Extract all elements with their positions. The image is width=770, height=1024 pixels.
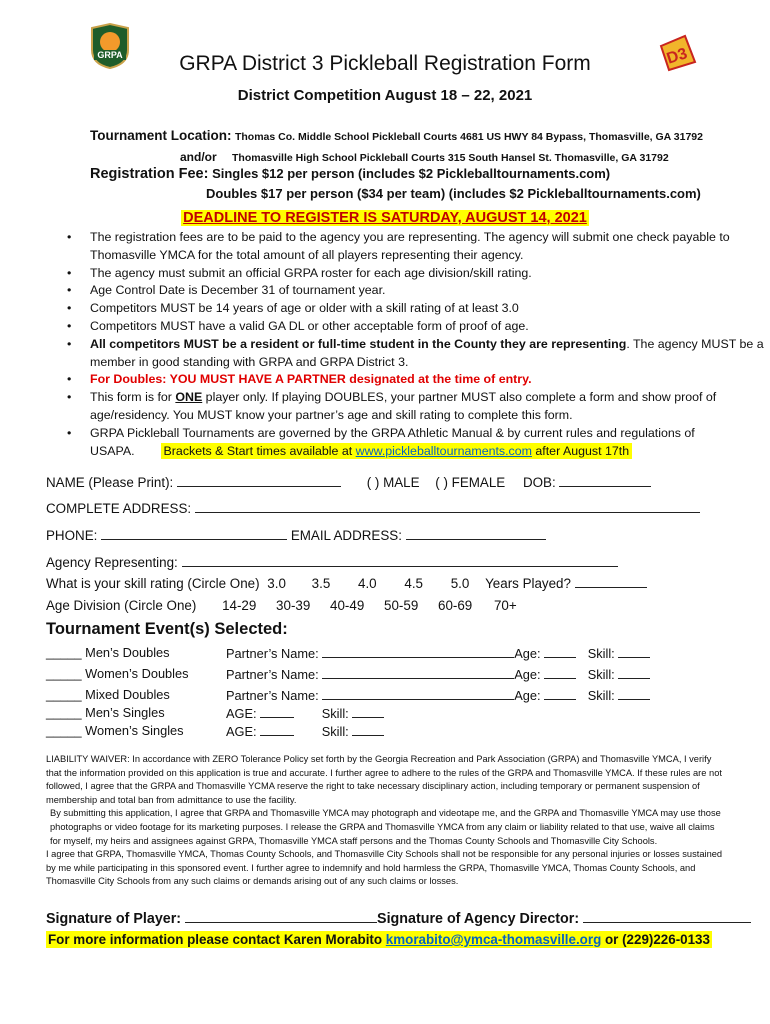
address-field[interactable] <box>195 500 700 513</box>
list-item: • This form is for ONE player only. If playing DOUBLES, your partner MUST also complete a form and show proof of age/residency. You MUST know your partner’s age and skill rating to complete this form. <box>67 390 717 422</box>
liability-waiver <box>46 753 726 889</box>
events-title: Tournament Event(s) Selected: <box>46 620 288 638</box>
list-item: • GRPA Pickleball Tournaments are governed by the GRPA Athletic Manual & by current rules and regulations of USAPA. Brackets & Start times available at www.pickleballtournaments.com after August 17th <box>67 425 695 458</box>
director-signature-field[interactable] <box>583 910 751 923</box>
contact-email-link[interactable]: kmorabito@ymca-thomasville.org <box>385 932 602 947</box>
event-row[interactable]: _____ Men’s Singles <box>46 705 165 720</box>
partner-skill-field[interactable] <box>618 645 650 658</box>
skill-option[interactable]: 5.0 <box>450 576 470 591</box>
female-option[interactable]: ( ) FEMALE <box>435 475 506 490</box>
page-title: GRPA District 3 Pickleball Registration Form <box>179 52 591 75</box>
partner-skill-field[interactable] <box>618 687 650 700</box>
partner-skill-field[interactable] <box>618 666 650 679</box>
email-field[interactable] <box>406 527 546 540</box>
agency-field[interactable] <box>182 554 618 567</box>
skill-option[interactable]: 4.5 <box>404 576 423 591</box>
tournament-location-alt <box>180 150 669 164</box>
name-field[interactable] <box>177 474 341 487</box>
age-option[interactable]: 50-59 <box>384 598 419 613</box>
address-label: COMPLETE ADDRESS: <box>46 501 192 516</box>
location-secondary: Thomasville High School Pickleball Courts 315 South Hansel St. Thomasville, GA 31792 <box>232 152 669 164</box>
partner-age-field[interactable] <box>544 645 576 658</box>
age-option[interactable]: 70+ <box>493 598 517 613</box>
phone-field[interactable] <box>101 527 287 540</box>
agency-label: Agency Representing: <box>46 555 178 570</box>
fee-doubles: Doubles $17 per person ($34 per team) (includes $2 Pickleballtournaments.com) <box>206 186 701 201</box>
list-item: • For Doubles: YOU MUST HAVE A PARTNER designated at the time of entry. <box>67 372 532 387</box>
d3-logo-text: D3 <box>664 45 690 68</box>
contact-info: For more information please contact Karen Morabito kmorabito@ymca-thomasville.org or (229)226-0133 <box>48 932 710 947</box>
rules-list <box>52 229 770 460</box>
skill-label: What is your skill rating (Circle One) <box>46 576 260 591</box>
signature-row <box>46 910 751 927</box>
skill-row <box>46 575 647 591</box>
skill-option[interactable]: 3.0 <box>267 576 286 591</box>
event-row[interactable]: _____ Men’s Doubles <box>46 645 170 660</box>
age-option[interactable]: 40-49 <box>330 598 365 613</box>
location-primary: Thomas Co. Middle School Pickleball Courts 4681 US HWY 84 Bypass, Thomasville, GA 31792 <box>234 131 703 143</box>
list-item: • Competitors MUST have a valid GA DL or other acceptable form of proof of age. <box>67 318 529 333</box>
skill-option[interactable]: 4.0 <box>358 576 377 591</box>
partner-row: Partner’s Name: Age: Skill: <box>226 687 650 703</box>
contact-row <box>46 527 546 543</box>
name-label: NAME (Please Print): <box>46 475 174 490</box>
partner-name-field[interactable] <box>322 687 514 700</box>
age-field[interactable] <box>260 705 294 718</box>
age-division-label: Age Division (Circle One) <box>46 598 197 613</box>
waiver-paragraph: LIABILITY WAIVER: In accordance with ZERO Tolerance Policy set forth by the Georgia Recreation and Park Association (GRPA) and Thomasville YMCA, I verify that the information provided on this application is true and accurate. I further agree to adhere to the rules of the GRPA and Thomasville YMCA. If these rules are not followed, I agree that the GRPA and Thomasville YCMA reserve the right to take necessary disciplinary action, including temporary or permanent suspension of membership and total ban from admittance to use the facility. <box>46 754 722 805</box>
event-row[interactable]: _____ Women’s Doubles <box>46 666 189 681</box>
years-label: Years Played? <box>485 576 571 591</box>
partner-row: Partner’s Name: Age: Skill: <box>226 666 650 682</box>
agency-row <box>46 554 618 570</box>
grpa-logo-text: GRPA <box>97 50 123 60</box>
email-label: EMAIL ADDRESS: <box>290 528 402 543</box>
fee-singles: Singles $12 per person (includes $2 Pickleballtournaments.com) <box>212 166 611 181</box>
brackets-link[interactable]: www.pickleballtournaments.com <box>355 443 532 458</box>
age-field[interactable] <box>260 723 294 736</box>
event-row[interactable]: _____ Women’s Singles <box>46 723 184 738</box>
age-row <box>46 598 517 613</box>
name-row <box>46 474 651 490</box>
address-row <box>46 500 700 516</box>
brackets-notice: Brackets & Start times available at www.pickleballtournaments.com after August 17th <box>161 443 633 459</box>
male-option[interactable]: ( ) MALE <box>366 475 420 490</box>
deadline-notice <box>0 210 770 226</box>
age-option[interactable]: 14-29 <box>222 598 257 613</box>
skill-option[interactable]: 3.5 <box>311 576 331 591</box>
partner-age-field[interactable] <box>544 666 576 679</box>
singles-row: AGE: Skill: <box>226 705 384 721</box>
partner-age-field[interactable] <box>544 687 576 700</box>
player-signature-label: Signature of Player: <box>46 911 182 927</box>
singles-row: AGE: Skill: <box>226 723 384 739</box>
tournament-location <box>90 128 703 143</box>
years-field[interactable] <box>575 575 647 588</box>
registration-fee <box>90 166 610 182</box>
location-and-or: and/or <box>180 150 217 164</box>
fee-label: Registration Fee: <box>90 166 209 182</box>
deadline-text: DEADLINE TO REGISTER IS SATURDAY, AUGUST 14, 2021 <box>183 210 587 226</box>
waiver-paragraph: I agree that GRPA, Thomasville YMCA, Thomas County Schools, and Thomasville City Schools shall not be responsible for any personal injuries or losses sustained by me while participating in this sponsored event. I further agree to indemnify and hold harmless the GRPA, Thomasville YMCA, Thomas County Schools, and Thomasville City Schools from any such claims or demands arising out of any such claims or losses. <box>46 849 723 887</box>
partner-row: Partner’s Name: Age: Skill: <box>226 645 650 661</box>
age-option[interactable]: 60-69 <box>438 598 473 613</box>
page-subtitle: District Competition August 18 – 22, 2021 <box>237 87 533 104</box>
age-option[interactable]: 30-39 <box>276 598 311 613</box>
event-row[interactable]: _____ Mixed Doubles <box>46 687 170 702</box>
list-item: • All competitors MUST be a resident or full-time student in the County they are representing. The agency MUST be a member in good standing with GRPA and GRPA District 3. <box>67 336 764 369</box>
partner-name-field[interactable] <box>322 666 514 679</box>
skill-field[interactable] <box>352 723 384 736</box>
list-item: • Age Control Date is December 31 of tournament year. <box>67 283 386 298</box>
location-label: Tournament Location: <box>90 128 232 143</box>
list-item: • Competitors MUST be 14 years of age or older with a skill rating of at least 3.0 <box>67 301 519 316</box>
skill-field[interactable] <box>352 705 384 718</box>
player-signature-field[interactable] <box>185 910 377 923</box>
director-signature-label: Signature of Agency Director: <box>377 911 580 927</box>
list-item: • The agency must submit an official GRPA roster for each age division/skill rating. <box>67 265 532 280</box>
waiver-paragraph: By submitting this application, I agree that GRPA and Thomasville YMCA may photograph and videotape me, and the GRPA and Thomasville YMCA may use those photographs or video footage for its marketing purposes. I release the GRPA and Thomasville YMCA from any claim or liability related to that use, waive all claims for myself, my heirs and assignees against GRPA, Thomasville YMCA staff persons and the Thomas County Schools and Thomasville City Schools. <box>50 808 721 846</box>
list-item: • The registration fees are to be paid to the agency you are representing. The agency will submit one check payable to Thomasville YMCA for the total amount of all players representing their agency. <box>67 230 730 262</box>
dob-label: DOB: <box>522 475 556 490</box>
partner-name-field[interactable] <box>322 645 514 658</box>
dob-field[interactable] <box>559 474 651 487</box>
phone-label: PHONE: <box>46 528 98 543</box>
